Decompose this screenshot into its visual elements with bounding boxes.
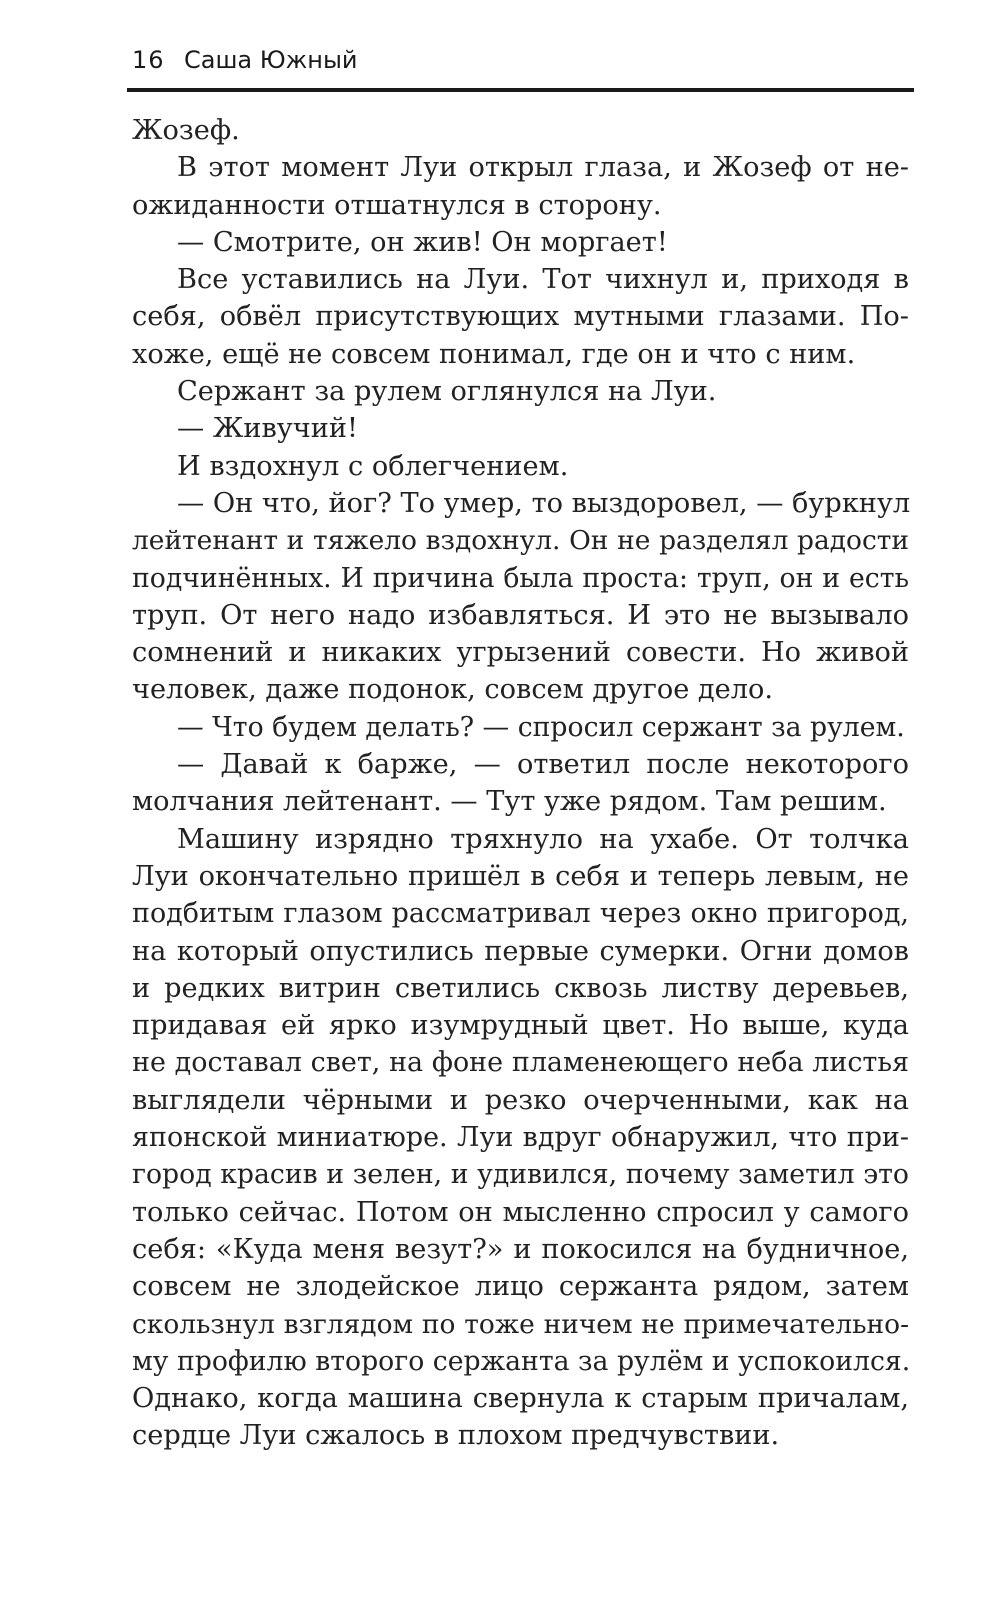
text-line: себя, обвёл присутствующих мутными глазами. По- (132, 301, 909, 333)
running-header (132, 42, 912, 82)
text-line: молчания лейтенант. — Тут уже рядом. Там решим. (132, 786, 887, 818)
text-line: японской миниатюре. Луи вдруг обнаружил, что при- (132, 1122, 909, 1154)
text-line: подбитым глазом рассматривал через окно пригород, (132, 898, 909, 930)
text-line: труп. От него надо избавляться. И это не вызывало (132, 599, 909, 631)
text-line: только сейчас. Потом он мысленно спросил у самого (132, 1196, 909, 1228)
text-line: город красив и зелен, и удивился, почему заметил это (132, 1159, 909, 1191)
text-line: совсем не злодейское лицо сержанта рядом, затем (132, 1271, 909, 1303)
body-text (132, 112, 909, 1455)
text-line: му профилю второго сержанта за рулём и успокоился. (132, 1345, 911, 1377)
text-line: не доставал свет, на фоне пламенеющего неба листья (132, 1047, 909, 1079)
text-line: — Давай к барже, — ответил после некоторого (177, 749, 909, 781)
text-line: выглядели чёрными и резко очерченными, как на (132, 1084, 909, 1116)
text-line: подчинённых. И причина была проста: труп, он и есть (132, 562, 909, 594)
text-line: Луи окончательно пришёл в себя и теперь левым, не (132, 860, 909, 892)
text-line: Все уставились на Луи. Тот чихнул и, приходя в (177, 264, 909, 296)
text-line: на который опустились первые сумерки. Огни домов (132, 935, 909, 967)
text-line: и редких витрин светились сквозь листву деревьев, (132, 972, 909, 1004)
text-line: Сержант за рулем оглянулся на Луи. (177, 376, 717, 408)
text-line: — Смотрите, он жив! Он моргает! (177, 226, 668, 258)
text-line: сердце Луи сжалось в плохом предчувствии. (132, 1420, 780, 1452)
text-line: хоже, ещё не совсем понимал, где он и что с ним. (132, 338, 856, 370)
text-line: себя: «Куда меня везут?» и покосился на будничное, (132, 1233, 909, 1265)
running-title: Саша Южный (184, 46, 358, 74)
text-line: лейтенант и тяжело вздохнул. Он не разделял радости (132, 525, 909, 557)
text-line: — Он что, йог? То умер, то выздоровел, — буркнул (177, 487, 911, 519)
text-line: придавая ей ярко изумрудный цвет. Но выше, куда (132, 1010, 909, 1042)
text-line: сомнений и никаких угрызений совести. Но живой (132, 637, 909, 669)
text-line: скользнул взглядом по тоже ничем не примечательно- (132, 1308, 909, 1340)
header-rule (127, 88, 914, 92)
text-line: Машину изрядно тряхнуло на ухабе. От толчка (177, 823, 909, 855)
text-line: И вздохнул с облегчением. (177, 450, 569, 482)
text-line: Однако, когда машина свернула к старым причалам, (132, 1383, 909, 1415)
text-line: человек, даже подонок, совсем другое дело. (132, 674, 774, 706)
text-line: Жозеф. (132, 115, 240, 146)
text-line: — Живучий! (177, 413, 358, 445)
text-line: — Что будем делать? — спросил сержант за рулем. (177, 711, 905, 743)
text-line: ожиданности отшатнулся в сторону. (132, 189, 662, 221)
page-number: 16 (132, 46, 165, 74)
text-line: В этот момент Луи открыл глаза, и Жозеф от не- (177, 152, 909, 184)
